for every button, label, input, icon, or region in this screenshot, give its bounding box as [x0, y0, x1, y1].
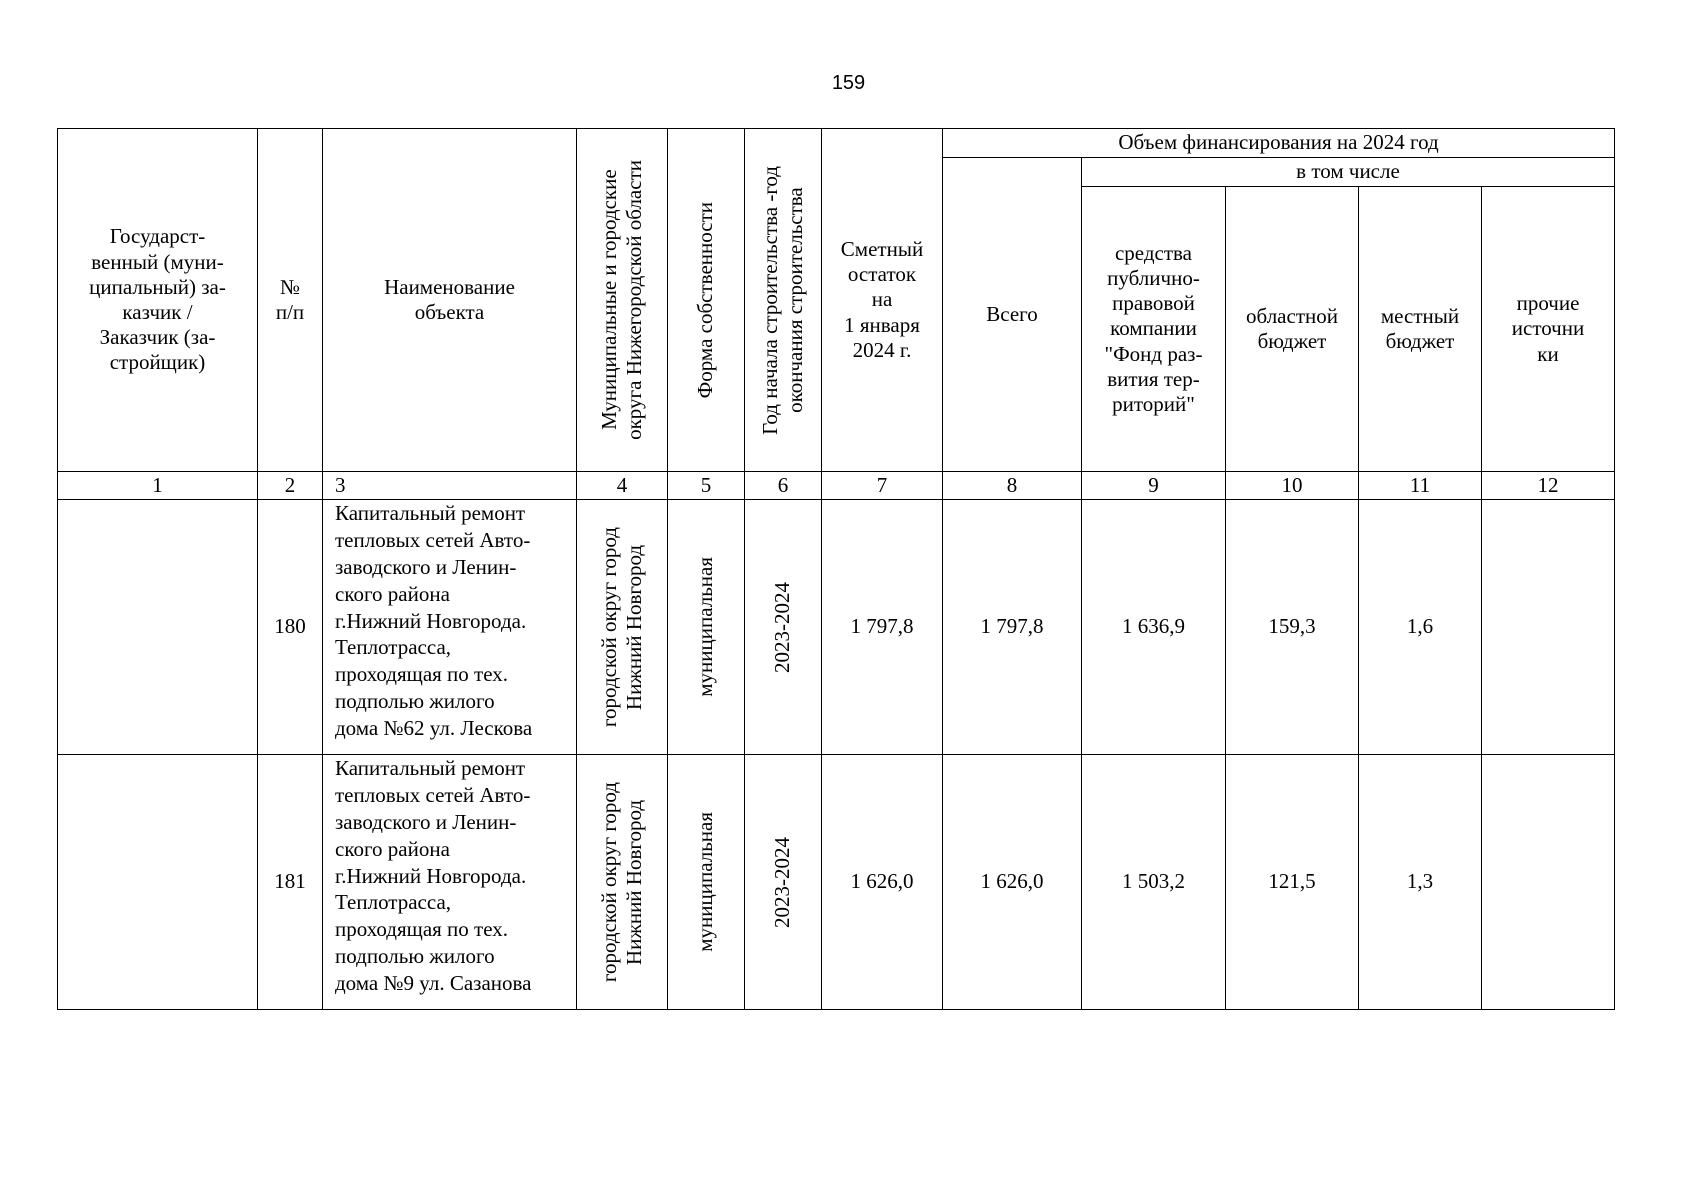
column-number-row [58, 472, 1615, 500]
row-local: 1,6 [1359, 500, 1482, 755]
row-local: 1,3 [1359, 755, 1482, 1010]
column-number: 9 [1082, 472, 1226, 500]
row-customer [58, 500, 258, 755]
header-including: в том числе [1082, 158, 1615, 187]
row-regional: 121,5 [1226, 755, 1359, 1010]
column-number: 1 [58, 472, 258, 500]
row-years: 2023-2024 [745, 500, 822, 755]
header-other: прочие источни ки [1482, 187, 1615, 472]
column-number: 2 [258, 472, 323, 500]
row-fund: 1 636,9 [1082, 500, 1226, 755]
page-number: 159 [831, 72, 866, 94]
row-ownership: муниципальная [668, 500, 745, 755]
header-number: № п/п [258, 129, 323, 472]
column-number: 6 [745, 472, 822, 500]
header-customer: Государст- венный (муни- ципальный) за- казчик / Заказчик (за- стройщик) [58, 129, 258, 472]
header-regional: областной бюджет [1226, 187, 1359, 472]
column-number: 3 [323, 472, 577, 500]
column-number: 8 [943, 472, 1082, 500]
row-estimate: 1 626,0 [822, 755, 943, 1010]
header-estimate: Сметный остаток на 1 января 2024 г. [822, 129, 943, 472]
column-number: 5 [668, 472, 745, 500]
row-municipality: городской округ город Нижний Новгород [577, 500, 668, 755]
table-row [58, 500, 1615, 755]
header-ownership: Форма собственности [668, 129, 745, 472]
column-number: 10 [1226, 472, 1359, 500]
column-number: 4 [577, 472, 668, 500]
column-number: 12 [1482, 472, 1615, 500]
row-object-name: Капитальный ремонт тепловых сетей Авто- заводского и Ленин- ского района г.Нижний Новгорода. Теплотрасса, проходящая по тех. подполью жилого дома №62 ул. Лескова [323, 500, 577, 755]
row-customer [58, 755, 258, 1010]
header-object-name: Наименование объекта [323, 129, 577, 472]
row-number: 181 [258, 755, 323, 1010]
header-row-1 [58, 129, 1615, 158]
header-fund: средства публично- правовой компании "Фонд раз- вития тер- риторий" [1082, 187, 1226, 472]
header-years: Год начала строительства -год окончания строительства [745, 129, 822, 472]
column-number: 11 [1359, 472, 1482, 500]
row-regional: 159,3 [1226, 500, 1359, 755]
financing-table [57, 128, 1615, 1010]
header-municipality: Муниципальные и городские округа Нижегородской области [577, 129, 668, 472]
table-row [58, 755, 1615, 1010]
row-ownership: муниципальная [668, 755, 745, 1010]
row-estimate: 1 797,8 [822, 500, 943, 755]
header-funding-title: Объем финансирования на 2024 год [943, 129, 1615, 158]
row-other [1482, 755, 1615, 1010]
row-object-name: Капитальный ремонт тепловых сетей Авто- заводского и Ленин- ского района г.Нижний Новгорода. Теплотрасса, проходящая по тех. подполью жилого дома №9 ул. Сазанова [323, 755, 577, 1010]
row-years: 2023-2024 [745, 755, 822, 1010]
row-fund: 1 503,2 [1082, 755, 1226, 1010]
column-number: 7 [822, 472, 943, 500]
row-total: 1 797,8 [943, 500, 1082, 755]
row-total: 1 626,0 [943, 755, 1082, 1010]
row-municipality: городской округ город Нижний Новгород [577, 755, 668, 1010]
row-number: 180 [258, 500, 323, 755]
row-other [1482, 500, 1615, 755]
header-local: местный бюджет [1359, 187, 1482, 472]
header-total: Всего [943, 158, 1082, 472]
